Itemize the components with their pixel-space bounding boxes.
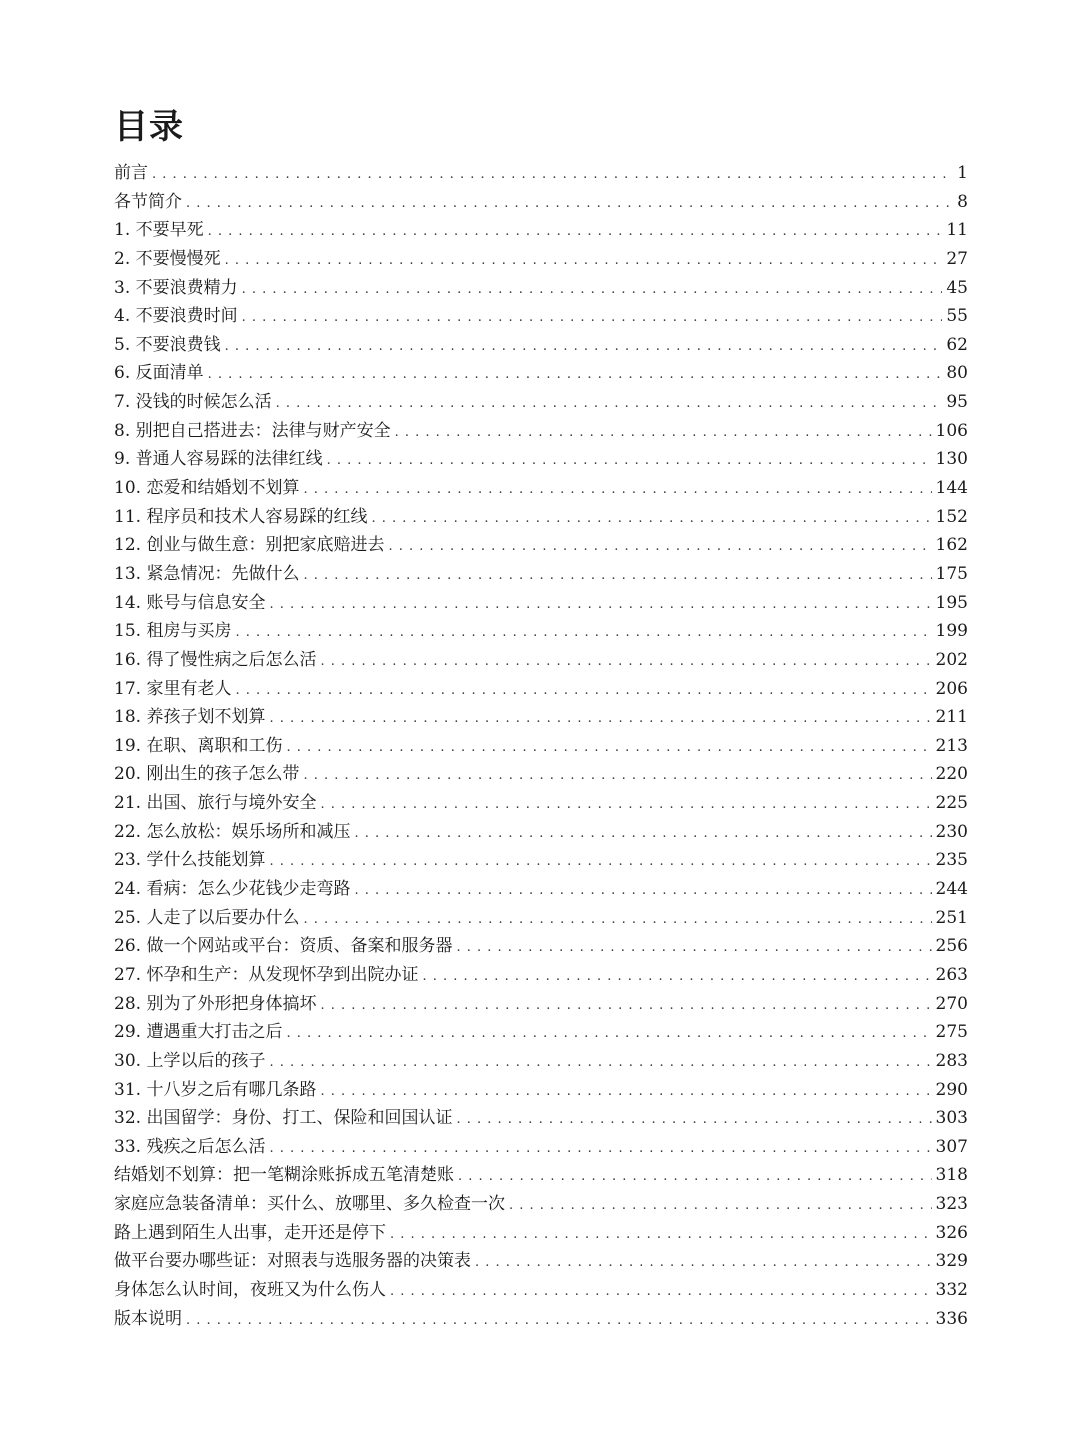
toc-entry-page-number: 256 bbox=[935, 936, 968, 957]
toc-entry[interactable] bbox=[114, 903, 968, 932]
toc-entry-page-number: 55 bbox=[946, 306, 968, 327]
dot-leader bbox=[456, 1112, 931, 1127]
toc-entry-page-number: 206 bbox=[935, 678, 968, 699]
toc-entry-label: 22. 怎么放松：娱乐场所和减压 bbox=[114, 821, 351, 842]
toc-entry-page-number: 162 bbox=[935, 535, 968, 556]
toc-entry[interactable] bbox=[114, 187, 968, 216]
toc-entry[interactable] bbox=[114, 416, 968, 445]
toc-entry-label: 26. 做一个网站或平台：资质、备案和服务器 bbox=[114, 936, 453, 957]
toc-entry[interactable] bbox=[114, 588, 968, 617]
toc-entry-page-number: 225 bbox=[935, 793, 968, 814]
toc-entry-page-number: 27 bbox=[946, 248, 968, 269]
toc-entry-page-number: 307 bbox=[935, 1136, 968, 1157]
dot-leader bbox=[320, 998, 931, 1013]
toc-entry-label: 14. 账号与信息安全 bbox=[114, 592, 266, 613]
toc-entry[interactable] bbox=[114, 1103, 968, 1132]
toc-entry-label: 24. 看病：怎么少花钱少走弯路 bbox=[114, 879, 351, 900]
dot-leader bbox=[186, 196, 953, 211]
dot-leader bbox=[269, 854, 931, 869]
toc-entry[interactable] bbox=[114, 845, 968, 874]
dot-leader bbox=[320, 797, 931, 812]
toc-entry-page-number: 235 bbox=[935, 850, 968, 871]
toc-entry[interactable] bbox=[114, 1132, 968, 1161]
toc-entry[interactable] bbox=[114, 1304, 968, 1333]
toc-entry-label: 各节简介 bbox=[114, 191, 182, 212]
toc-entry-page-number: 130 bbox=[935, 449, 968, 470]
toc-entry[interactable] bbox=[114, 1160, 968, 1189]
toc-entry[interactable] bbox=[114, 1017, 968, 1046]
dot-leader bbox=[475, 1255, 932, 1270]
toc-entry-label: 31. 十八岁之后有哪几条路 bbox=[114, 1079, 317, 1100]
toc-entry-page-number: 283 bbox=[935, 1050, 968, 1071]
toc-entry[interactable] bbox=[114, 731, 968, 760]
page-title: 目录 bbox=[114, 107, 184, 147]
dot-leader bbox=[286, 740, 931, 755]
toc-entry-label: 5. 不要浪费钱 bbox=[114, 334, 221, 355]
toc-entry-label: 28. 别为了外形把身体搞坏 bbox=[114, 993, 317, 1014]
toc-entry-label: 29. 遭遇重大打击之后 bbox=[114, 1022, 283, 1043]
toc-entry-label: 13. 紧急情况：先做什么 bbox=[114, 563, 300, 584]
dot-leader bbox=[225, 339, 943, 354]
dot-leader bbox=[327, 453, 932, 468]
dot-leader bbox=[320, 654, 931, 669]
toc-entry-page-number: 318 bbox=[935, 1165, 968, 1186]
toc-entry[interactable] bbox=[114, 330, 968, 359]
toc-entry-page-number: 95 bbox=[946, 392, 968, 413]
toc-entry[interactable] bbox=[114, 1075, 968, 1104]
toc-entry-page-number: 11 bbox=[946, 220, 968, 241]
toc-entry-label: 21. 出国、旅行与境外安全 bbox=[114, 793, 317, 814]
toc-entry[interactable] bbox=[114, 1246, 968, 1275]
toc-entry-page-number: 263 bbox=[935, 964, 968, 985]
dot-leader bbox=[235, 625, 931, 640]
toc-entry-page-number: 211 bbox=[935, 707, 968, 728]
toc-entry[interactable] bbox=[114, 244, 968, 273]
dot-leader bbox=[303, 768, 931, 783]
toc-entry[interactable] bbox=[114, 273, 968, 302]
toc-entry-label: 8. 别把自己搭进去：法律与财产安全 bbox=[114, 420, 391, 441]
toc-entry[interactable] bbox=[114, 215, 968, 244]
toc-entry[interactable] bbox=[114, 559, 968, 588]
dot-leader bbox=[242, 282, 943, 297]
dot-leader bbox=[208, 224, 943, 239]
dot-leader bbox=[395, 425, 932, 440]
toc-entry[interactable] bbox=[114, 444, 968, 473]
toc-entry-page-number: 275 bbox=[935, 1022, 968, 1043]
toc-entry-label: 结婚划不划算：把一笔糊涂账拆成五笔清楚账 bbox=[114, 1165, 454, 1186]
dot-leader bbox=[269, 1141, 931, 1156]
toc-entry[interactable] bbox=[114, 358, 968, 387]
toc-entry-page-number: 195 bbox=[935, 592, 968, 613]
toc-entry-page-number: 244 bbox=[935, 879, 968, 900]
toc-entry-page-number: 326 bbox=[935, 1222, 968, 1243]
toc-entry-page-number: 1 bbox=[957, 163, 968, 183]
toc-list bbox=[114, 158, 968, 1332]
dot-leader bbox=[235, 683, 931, 698]
toc-entry-page-number: 8 bbox=[957, 191, 968, 212]
toc-entry-label: 30. 上学以后的孩子 bbox=[114, 1050, 266, 1071]
dot-leader bbox=[320, 1084, 931, 1099]
toc-entry-label: 1. 不要早死 bbox=[114, 220, 204, 241]
toc-entry-page-number: 80 bbox=[946, 363, 968, 384]
toc-entry[interactable] bbox=[114, 502, 968, 531]
toc-entry-label: 16. 得了慢性病之后怎么活 bbox=[114, 649, 317, 670]
toc-entry-label: 版本说明 bbox=[114, 1308, 182, 1329]
toc-entry-page-number: 303 bbox=[935, 1108, 968, 1129]
toc-entry-page-number: 106 bbox=[935, 420, 968, 441]
dot-leader bbox=[276, 396, 943, 411]
toc-entry-page-number: 329 bbox=[935, 1251, 968, 1272]
toc-entry[interactable] bbox=[114, 817, 968, 846]
toc-entry[interactable] bbox=[114, 1046, 968, 1075]
toc-entry-label: 11. 程序员和技术人容易踩的红线 bbox=[114, 506, 368, 527]
toc-entry-page-number: 62 bbox=[946, 334, 968, 355]
toc-entry[interactable] bbox=[114, 702, 968, 731]
toc-entry[interactable] bbox=[114, 530, 968, 559]
toc-entry-page-number: 144 bbox=[935, 478, 968, 499]
toc-entry-label: 4. 不要浪费时间 bbox=[114, 306, 238, 327]
toc-entry-page-number: 199 bbox=[935, 621, 968, 642]
toc-entry[interactable] bbox=[114, 301, 968, 330]
dot-leader bbox=[269, 711, 931, 726]
dot-leader bbox=[303, 568, 931, 583]
toc-entry-label: 33. 残疾之后怎么活 bbox=[114, 1136, 266, 1157]
toc-entry-label: 7. 没钱的时候怎么活 bbox=[114, 392, 272, 413]
dot-leader bbox=[390, 1284, 932, 1299]
toc-entry-page-number: 45 bbox=[946, 277, 968, 298]
dot-leader bbox=[286, 1026, 931, 1041]
toc-entry-label: 前言 bbox=[114, 163, 148, 183]
toc-entry[interactable] bbox=[114, 759, 968, 788]
toc-entry[interactable] bbox=[114, 989, 968, 1018]
toc-entry-label: 12. 创业与做生意：别把家底赔进去 bbox=[114, 535, 385, 556]
toc-entry-page-number: 332 bbox=[935, 1279, 968, 1300]
dot-leader bbox=[186, 1313, 932, 1328]
dot-leader bbox=[354, 883, 931, 898]
toc-entry[interactable] bbox=[114, 473, 968, 502]
toc-entry[interactable] bbox=[114, 960, 968, 989]
dot-leader bbox=[388, 539, 931, 554]
toc-entry-label: 15. 租房与买房 bbox=[114, 621, 232, 642]
toc-entry-page-number: 220 bbox=[935, 764, 968, 785]
toc-entry[interactable] bbox=[114, 645, 968, 674]
toc-entry-label: 路上遇到陌生人出事，走开还是停下 bbox=[114, 1222, 386, 1243]
toc-entry-label: 32. 出国留学：身份、打工、保险和回国认证 bbox=[114, 1108, 453, 1129]
dot-leader bbox=[269, 597, 931, 612]
dot-leader bbox=[354, 826, 931, 841]
toc-entry-page-number: 213 bbox=[935, 735, 968, 756]
toc-entry-label: 19. 在职、离职和工伤 bbox=[114, 735, 283, 756]
toc-entry[interactable] bbox=[114, 788, 968, 817]
toc-entry-label: 家庭应急装备清单：买什么、放哪里、多久检查一次 bbox=[114, 1194, 505, 1215]
toc-entry-label: 23. 学什么技能划算 bbox=[114, 850, 266, 871]
dot-leader bbox=[269, 1055, 931, 1070]
toc-entry-page-number: 251 bbox=[935, 907, 968, 928]
dot-leader bbox=[242, 310, 943, 325]
toc-entry-page-number: 175 bbox=[935, 563, 968, 584]
toc-entry-label: 3. 不要浪费精力 bbox=[114, 277, 238, 298]
dot-leader bbox=[422, 969, 931, 984]
toc-entry-label: 9. 普通人容易踩的法律红线 bbox=[114, 449, 323, 470]
dot-leader bbox=[390, 1227, 932, 1242]
toc-entry-label: 18. 养孩子划不划算 bbox=[114, 707, 266, 728]
toc-page bbox=[114, 100, 968, 1332]
toc-entry-page-number: 270 bbox=[935, 993, 968, 1014]
dot-leader bbox=[152, 167, 953, 182]
dot-leader bbox=[371, 511, 931, 526]
toc-entry-label: 17. 家里有老人 bbox=[114, 678, 232, 699]
toc-entry[interactable] bbox=[114, 874, 968, 903]
toc-entry-page-number: 230 bbox=[935, 821, 968, 842]
toc-entry-label: 身体怎么认时间，夜班又为什么伤人 bbox=[114, 1279, 386, 1300]
toc-entry-label: 27. 怀孕和生产：从发现怀孕到出院办证 bbox=[114, 964, 419, 985]
toc-entry[interactable] bbox=[114, 387, 968, 416]
dot-leader bbox=[303, 912, 931, 927]
toc-entry-label: 6. 反面清单 bbox=[114, 363, 204, 384]
toc-entry-page-number: 290 bbox=[935, 1079, 968, 1100]
toc-entry[interactable] bbox=[114, 1218, 968, 1247]
toc-entry[interactable] bbox=[114, 674, 968, 703]
dot-leader bbox=[208, 367, 943, 382]
toc-entry[interactable] bbox=[114, 158, 968, 187]
toc-entry[interactable] bbox=[114, 616, 968, 645]
toc-entry-page-number: 323 bbox=[935, 1194, 968, 1215]
dot-leader bbox=[509, 1198, 932, 1213]
dot-leader bbox=[225, 253, 943, 268]
toc-entry-label: 10. 恋爱和结婚划不划算 bbox=[114, 478, 300, 499]
toc-entry-label: 20. 刚出生的孩子怎么带 bbox=[114, 764, 300, 785]
toc-entry-label: 25. 人走了以后要办什么 bbox=[114, 907, 300, 928]
toc-entry[interactable] bbox=[114, 931, 968, 960]
toc-entry-page-number: 152 bbox=[935, 506, 968, 527]
dot-leader bbox=[458, 1169, 932, 1184]
toc-entry-label: 2. 不要慢慢死 bbox=[114, 248, 221, 269]
toc-entry[interactable] bbox=[114, 1189, 968, 1218]
dot-leader bbox=[303, 482, 931, 497]
toc-entry[interactable] bbox=[114, 1275, 968, 1304]
toc-entry-page-number: 202 bbox=[935, 649, 968, 670]
toc-entry-label: 做平台要办哪些证：对照表与选服务器的决策表 bbox=[114, 1251, 471, 1272]
toc-entry-page-number: 336 bbox=[935, 1308, 968, 1329]
dot-leader bbox=[456, 940, 931, 955]
